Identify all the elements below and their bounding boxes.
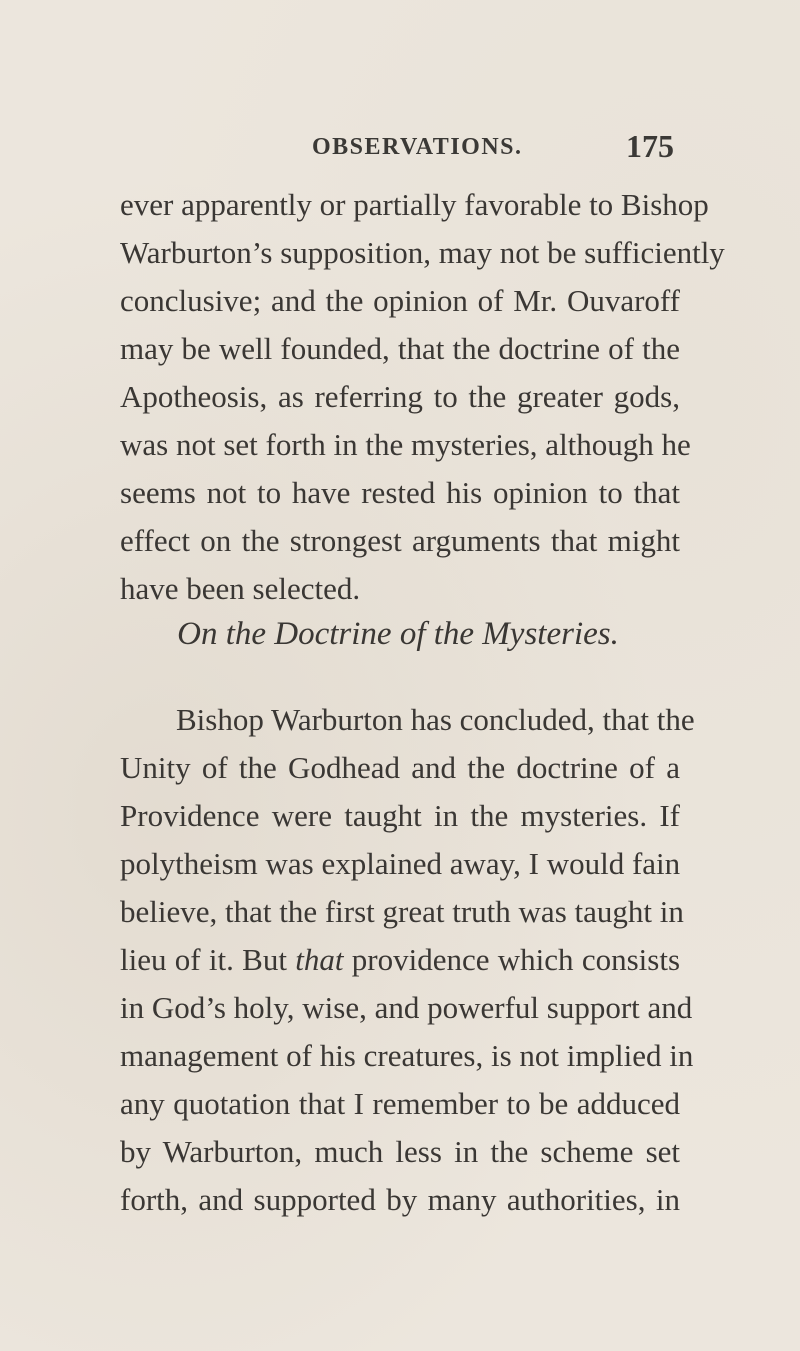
text-line: in God’s holy, wise, and powerful support and — [120, 990, 693, 1025]
text-line: management of his creatures, is not implied in — [120, 1038, 694, 1073]
text-line: may be well founded, that the doctrine of the — [120, 331, 680, 366]
text-line: Apotheosis, as referring to the greater gods, — [120, 379, 680, 414]
text-line: seems not to have rested his opinion to that — [120, 475, 680, 510]
text-line: Bishop Warburton has concluded, that the — [176, 702, 695, 737]
text-line: forth, and supported by many authorities, in — [120, 1182, 680, 1217]
text-segment: providence which consists — [351, 942, 681, 977]
text-line: polytheism was explained away, I would fain — [120, 846, 681, 881]
text-line: Warburton’s supposition, may not be sufficiently — [120, 235, 725, 270]
text-line-mixed — [120, 940, 680, 980]
text-line: any quotation that I remember to be adduced — [120, 1086, 680, 1121]
text-line: have been selected. — [120, 571, 361, 606]
text-line: believe, that the first great truth was taught in — [120, 894, 684, 929]
text-line: ever apparently or partially favorable to Bishop — [120, 187, 709, 222]
section-heading — [0, 614, 800, 654]
running-head — [0, 128, 800, 168]
running-head-title: OBSERVATIONS. — [312, 134, 523, 160]
section-heading-text: On the Doctrine of the Mysteries. — [177, 616, 619, 652]
text-segment: But — [242, 942, 287, 977]
text-line: Providence were taught in the mysteries. If — [120, 798, 680, 833]
text-line: effect on the strongest arguments that might — [120, 523, 680, 558]
text-line: Unity of the Godhead and the doctrine of a — [120, 750, 680, 785]
text-line: was not set forth in the mysteries, although he — [120, 427, 691, 462]
page-number: 175 — [626, 128, 674, 164]
text-line: conclusive; and the opinion of Mr. Ouvaroff — [120, 283, 680, 318]
text-line: by Warburton, much less in the scheme set — [120, 1134, 680, 1169]
italic-emphasis: that — [295, 942, 344, 977]
text-segment: lieu of it. — [120, 942, 234, 977]
